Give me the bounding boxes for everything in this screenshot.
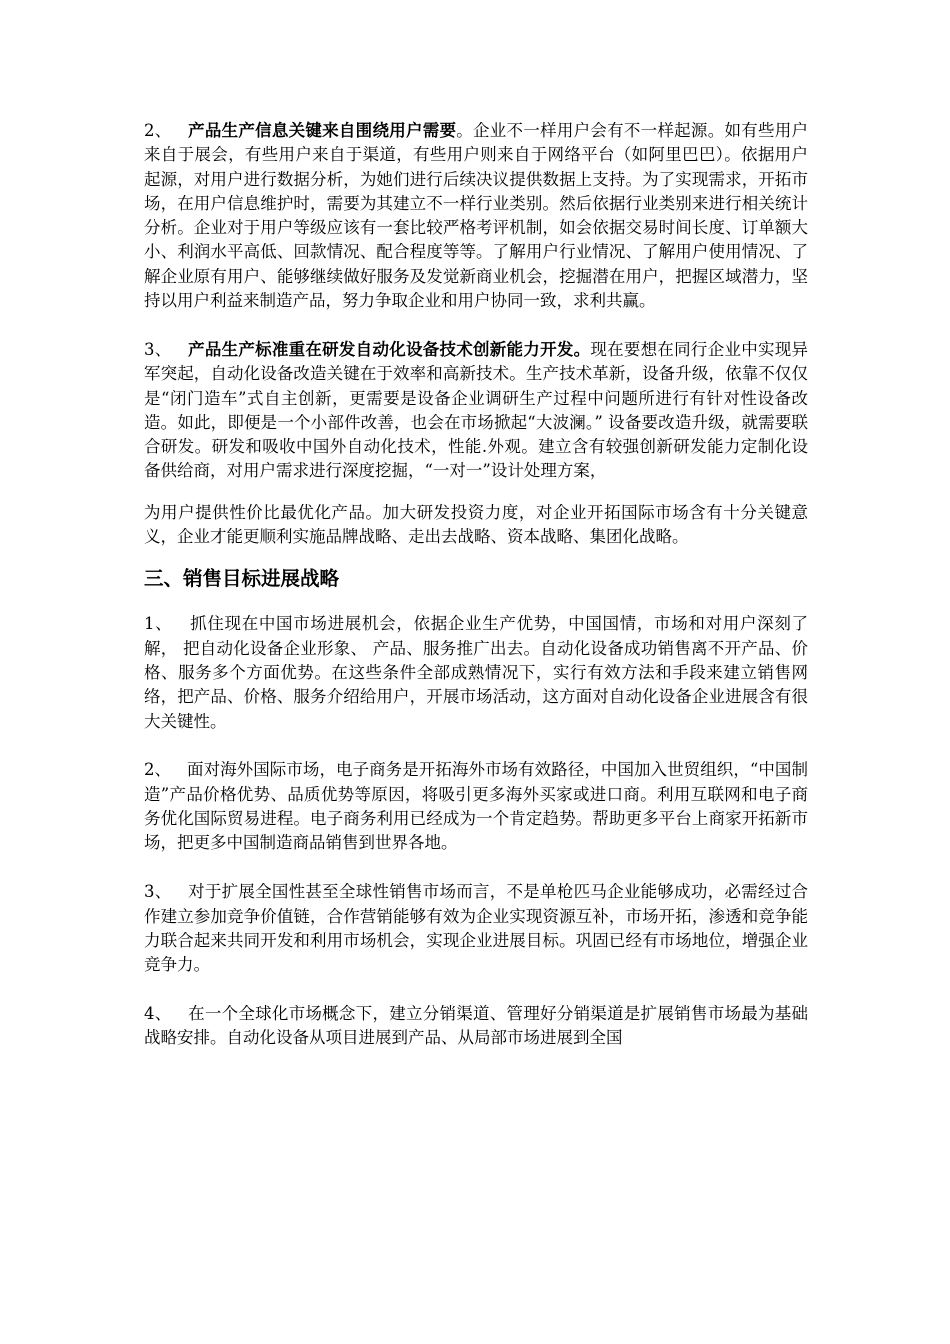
- paragraph-text: 。企业不一样用户会有不一样起源。如有些用户来自于展会，有些用户来自于渠道，有些用户则来自于网络平台（如阿里巴巴）。依据用户起源，对用户进行数据分析，为她们进行后续决议提供数据上支持。为了实现需求，开拓市场，在用户信息维护时，需要为其建立不一样行业类别。然后依据行业类别来进行相关统计分析。企业对于用户等级应该有一套比较严格考评机制，如会依据交易时间长度、订单额大小、利润水平高低、回款情况、配合程度等等。了解用户行业情况、了解用户使用情况、了解企业原有用户、能够继续做好服务及发觉新商业机会，挖掘潜在用户，把握区域潜力，坚持以用户利益来制造产品，努力争取企业和用户协同一致，求利共赢。: [144, 121, 809, 311]
- paragraph-number: 2、: [144, 760, 172, 780]
- paragraph-text: 为用户提供性价比最优化产品。加大研发投资力度，对企业开拓国际市场含有十分关键意义，企业才能更顺利实施品牌战略、走出去战略、资本战略、集团化战略。: [144, 502, 808, 547]
- paragraph-text: 对于扩展全国性甚至全球性销售市场而言，不是单枪匹马企业能够成功，必需经过合作建立参加竞争价值链，合作营销能够有效为企业实现资源互补，市场开拓，渗透和竞争能力联合起来共同开发和利用市场机会，实现企业进展目标。巩固已经有市场地位，增强企业竞争力。: [144, 882, 809, 975]
- paragraph-lead: 产品生产标准重在研发自动化设备技术创新能力开发。: [188, 339, 591, 359]
- paragraph-sales-4: [144, 1002, 808, 1051]
- paragraph-item-3: [144, 338, 808, 484]
- paragraph-text: 现在要想在同行企业中实现异军突起，自动化设备改造关键在于效率和高新技术。生产技术革新，设备升级，依靠不仅仅是“闭门造车”式自主创新，更需要是设备企业调研生产过程中问题所进行有针对性设备改造。如此，即便是一个小部件改善，也会在市场掀起“大波澜。” 设备要改造升级，就需要联合研发。研发和吸收中国外自动化技术，性能.外观。建立含有较强创新研发能力定制化设备供给商，对用户需求进行深度挖掘，“一对一”设计处理方案，: [144, 339, 809, 481]
- paragraph-number: 1、: [144, 614, 173, 634]
- paragraph-continuation: [144, 501, 808, 550]
- paragraph-text: 抓住现在中国市场进展机会，依据企业生产优势，中国国情，市场和对用户深刻了解， 把自动化设备企业形象、 产品、服务推广出去。自动化设备成功销售离不开产品、价格、服务多个方面优势。在这些条件全部成熟情况下，实行有效方法和手段来建立销售网络，把产品、价格、服务介绍给用户，开展市场活动，这方面对自动化设备企业进展含有很大关键性。: [144, 614, 808, 731]
- paragraph-number: 2、: [144, 121, 172, 140]
- paragraph-sales-1: [144, 612, 808, 733]
- paragraph-lead: 产品生产信息关键来自围绕用户需要: [188, 121, 457, 140]
- paragraph-number: 3、: [144, 882, 172, 902]
- paragraph-text: 在一个全球化市场概念下，建立分销渠道、管理好分销渠道是扩展销售市场最为基础战略安排。自动化设备从项目进展到产品、从局部市场进展到全国: [144, 1003, 809, 1048]
- paragraph-number: 4、: [144, 1003, 172, 1023]
- section-heading: 三、销售目标进展战略: [144, 567, 340, 591]
- paragraph-text: 面对海外国际市场，电子商务是开拓海外市场有效路径，中国加入世贸组织，“中国制造”产品价格优势、品质优势等原因，将吸引更多海外买家或进口商。利用互联网和电子商务优化国际贸易进程。电子商务利用已经成为一个肯定趋势。帮助更多平台上商家开拓新市场，把更多中国制造商品销售到世界各地。: [144, 760, 808, 853]
- paragraph-number: 3、: [144, 339, 172, 359]
- paragraph-item-2: [144, 119, 808, 313]
- document-page: [144, 119, 808, 1075]
- paragraph-sales-3: [144, 880, 808, 977]
- paragraph-sales-2: [144, 758, 808, 855]
